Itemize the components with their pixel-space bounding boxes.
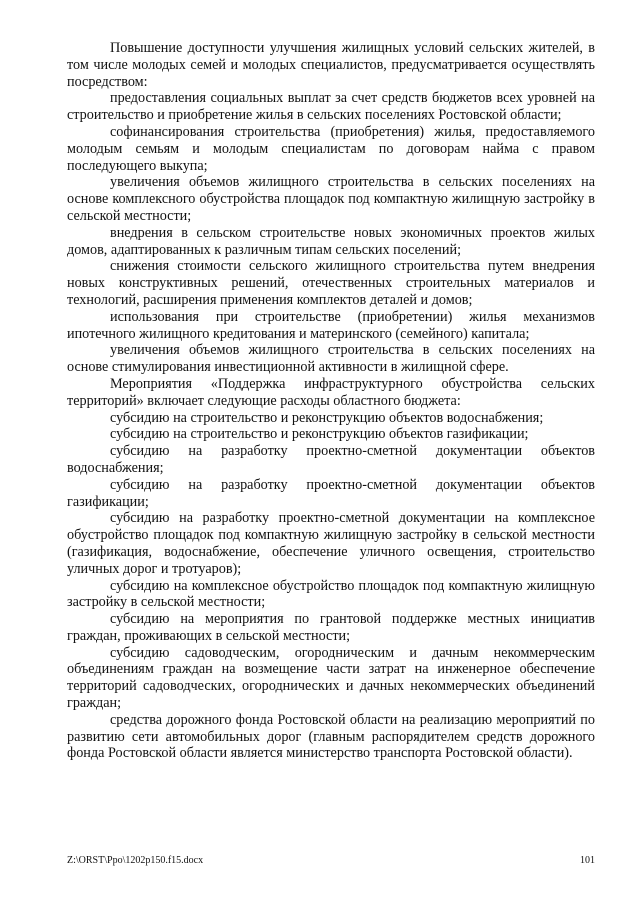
page-number: 101 [580, 855, 595, 866]
paragraph: использования при строительстве (приобретении) жилья механизмов ипотечного жилищного кредитования и материнского (семейного) капитала; [67, 308, 595, 342]
paragraph: субсидию на разработку проектно-сметной документации объектов газификации; [67, 476, 595, 510]
paragraph: внедрения в сельском строительстве новых экономичных проектов жилых домов, адаптированных к различным типам сельских поселений; [67, 224, 595, 258]
paragraph: субсидию на комплексное обустройство площадок под компактную жилищную застройку в сельской местности; [67, 577, 595, 611]
paragraph: снижения стоимости сельского жилищного строительства путем внедрения новых конструктивных решений, отечественных строительных материалов и технологий, расширения применения комплектов деталей и домов; [67, 258, 595, 308]
paragraph: субсидию садоводческим, огородническим и дачным некоммерческим объединениям граждан на возмещение части затрат на инженерное обеспечение территорий садоводческих, огороднических и дачных некоммерческих объединений граждан; [67, 644, 595, 712]
paragraph: субсидию на строительство и реконструкцию объектов газификации; [110, 426, 529, 443]
file-path: Z:\ORST\Ppo\1202p150.f15.docx [67, 855, 204, 866]
paragraph: средства дорожного фонда Ростовской области на реализацию мероприятий по развитию сети автомобильных дорог (главным распорядителем средств дорожного фонда Ростовской области является министерство транспорта Ростовской области). [67, 711, 595, 762]
paragraph: увеличения объемов жилищного строительства в сельских поселениях на основе комплексного обустройства площадок под компактную жилищную застройку в сельской местности; [67, 174, 595, 224]
paragraph: Мероприятия «Поддержка инфраструктурного обустройства сельских территорий» включает следующие расходы областного бюджета: [67, 375, 595, 409]
paragraph: увеличения объемов жилищного строительства в сельских поселениях на основе стимулирования инвестиционной активности в жилищной сфере. [67, 342, 595, 376]
page-footer [67, 855, 595, 866]
paragraph: субсидию на разработку проектно-сметной документации объектов водоснабжения; [67, 443, 595, 476]
paragraph: субсидию на разработку проектно-сметной документации на комплексное обустройство площадок под компактную жилищную застройку в сельской местности (газификация, водоснабжение, обеспечение уличного освещения, строительство уличных дорог и тротуаров); [67, 510, 595, 577]
paragraph: Повышение доступности улучшения жилищных условий сельских жителей, в том числе молодых семей и молодых специалистов, предусматривается осуществлять посредством: [67, 40, 595, 90]
paragraph: субсидию на строительство и реконструкцию объектов водоснабжения; [110, 409, 544, 426]
paragraph: субсидию на мероприятия по грантовой поддержке местных инициатив граждан, проживающих в сельской местности; [67, 611, 595, 644]
paragraph: софинансирования строительства (приобретения) жилья, предоставляемого молодым семьям и молодым специалистам по договорам найма с правом последующего выкупа; [67, 123, 595, 174]
paragraph: предоставления социальных выплат за счет средств бюджетов всех уровней на строительство и приобретение жилья в сельских поселениях Ростовской области; [67, 90, 595, 124]
document-body [67, 40, 595, 762]
